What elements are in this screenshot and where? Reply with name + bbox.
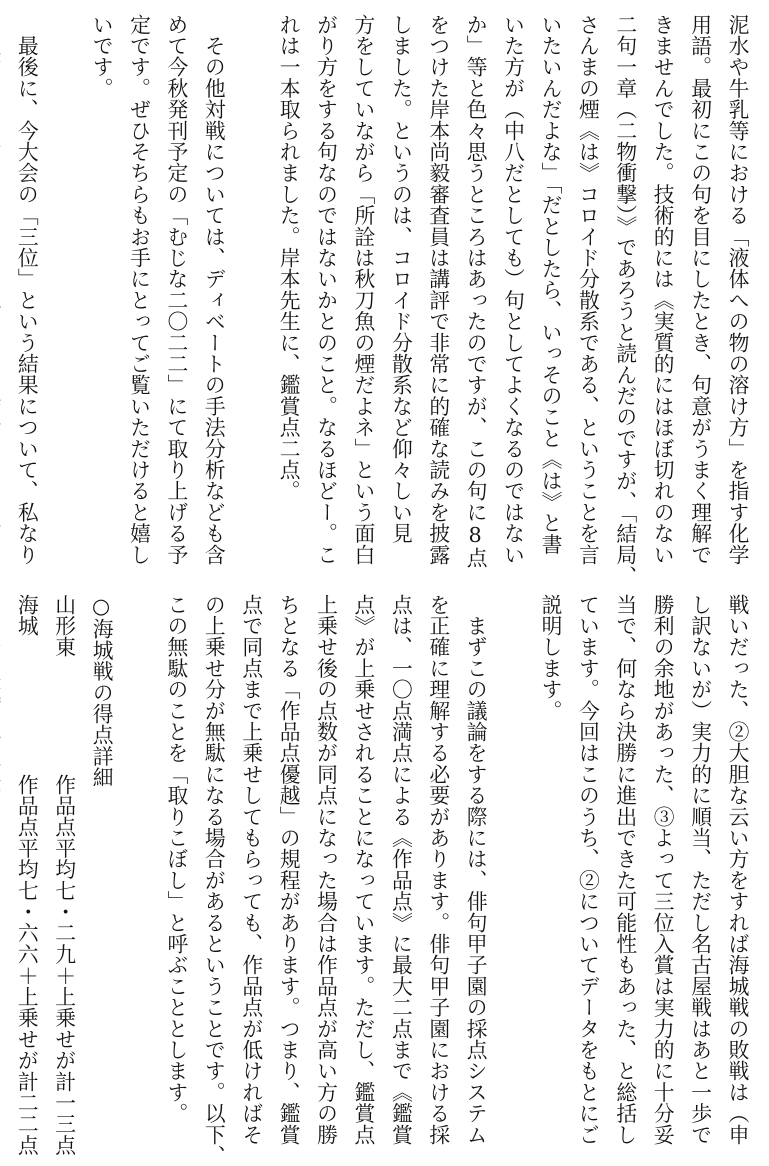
text-line: か」等と色々思うところはあったのですが、この句に8点 <box>463 14 488 569</box>
score-row-yamagata-kaijo <box>44 594 81 1156</box>
text-line: 二句一章（二物衝撃）》であろうと読んだのですが、「結局、 <box>612 14 637 587</box>
text-line: を正確に理解する必要があります。俳句甲子園における採 <box>425 594 450 1146</box>
article-top-column <box>0 14 755 587</box>
work-score-average: 作品点平均七・二九 <box>51 774 76 965</box>
text-line: この無駄のことを「取りこぼし」と呼ぶこととします。 <box>163 594 188 1124</box>
text-line: 戦いだった、②大胆な云い方をすれば海城戦の敗戦は（申 <box>725 594 749 1146</box>
kaijo-score-heading: ○海城戦の得点詳細 <box>89 594 114 788</box>
text-line: いです。 <box>89 14 114 99</box>
score-row-kaijo <box>7 594 44 1156</box>
text-line: 方をしていながら「所詮は秋刀魚の煙だよネ」という面白 <box>350 14 375 566</box>
blank-line <box>119 594 156 1142</box>
work-score-average: 作品点平均七・六六 <box>14 774 39 965</box>
team-name: 山形東 <box>51 594 76 658</box>
text-line: 点》が上乗せされることになっています。ただし、鑑賞点 <box>350 594 375 1146</box>
text-line: いた方が（中八だとしても）句としてよくなるのではない <box>500 14 525 566</box>
text-line: れは一本取られました。岸本先生に、鑑賞点二点。 <box>276 14 301 502</box>
text-line: 用語。最初にこの句を目にしたとき、句意がうまく理解で <box>687 14 712 566</box>
text-line: 上乗せ後の点数が同点になった場合は作品点が高い方の勝 <box>313 594 338 1146</box>
text-line: がり方をする句なのではないかとのこと。なるほどー。こ <box>313 14 338 566</box>
text-line: さんまの煙《は》コロイド分散系である、ということを言 <box>575 14 600 566</box>
text-line: しました。というのは、コロイド分散系など仰々しい見 <box>388 14 413 544</box>
bonus-total: ＋上乗せが計二二点 <box>14 964 39 1156</box>
text-line: その他対戦については、ディベートの手法分析なども含 <box>201 14 226 566</box>
text-line: 泥水や牛乳等における「液体への物の溶け方」を指す化学 <box>725 14 749 566</box>
text-line: し訳ないが）実力的に順当、ただし名古屋戦はあと一歩で <box>687 594 712 1146</box>
text-line: 勝利の余地があった、③よって三位入賞は実力的に十分妥 <box>650 594 675 1146</box>
text-line: ちとなる「作品点優越」の規程があります。つまり、鑑賞 <box>276 594 301 1146</box>
text-line: まずこの議論をする際には、俳句甲子園の採点システム <box>463 594 488 1146</box>
text-line: をつけた岸本尚毅審査員は講評で非常に的確な読みを披露 <box>425 14 450 566</box>
blank-line <box>493 594 530 1142</box>
text-line: 当で、何なら決勝に進出できた可能性もあった、と総括し <box>612 594 637 1146</box>
text-line: の上乗せ分が無駄になる場合があるということです。以下、 <box>201 594 226 1166</box>
article-bottom-column <box>0 594 755 1166</box>
text-line: めて今秋発刊予定の「むじな二〇二二」にて取り上げる予 <box>163 14 188 566</box>
bonus-total: ＋上乗せが計一三点 <box>51 964 76 1156</box>
text-line: 定です。ぜひそちらもお手にとってご覧いただけると嬉し <box>126 14 151 566</box>
text-line: 説明します。 <box>537 594 562 722</box>
nagoya-score-heading <box>0 594 7 1142</box>
text-line: 点で同点まで上乗せしてもらっても、作品点が低ければそ <box>238 594 263 1146</box>
text-line: ています。今回はこのうち、②についてデータをもとにご <box>575 594 600 1146</box>
text-line: 最後に、今大会の「三位」という結果について、私なり <box>14 14 39 566</box>
text-line: 点は、一〇点満点による《作品点》に最大二点まで《鑑賞 <box>388 594 413 1146</box>
text-line: いたいんだよな」「だとしたら、いっそのこと《は》と書 <box>537 14 562 555</box>
text-line <box>0 14 7 542</box>
blank-line <box>231 14 268 542</box>
team-name: 海城 <box>14 594 39 637</box>
text-line: きませんでした。技術的には《実質的にはほぼ切れのない <box>650 14 675 566</box>
blank-line <box>44 14 81 542</box>
